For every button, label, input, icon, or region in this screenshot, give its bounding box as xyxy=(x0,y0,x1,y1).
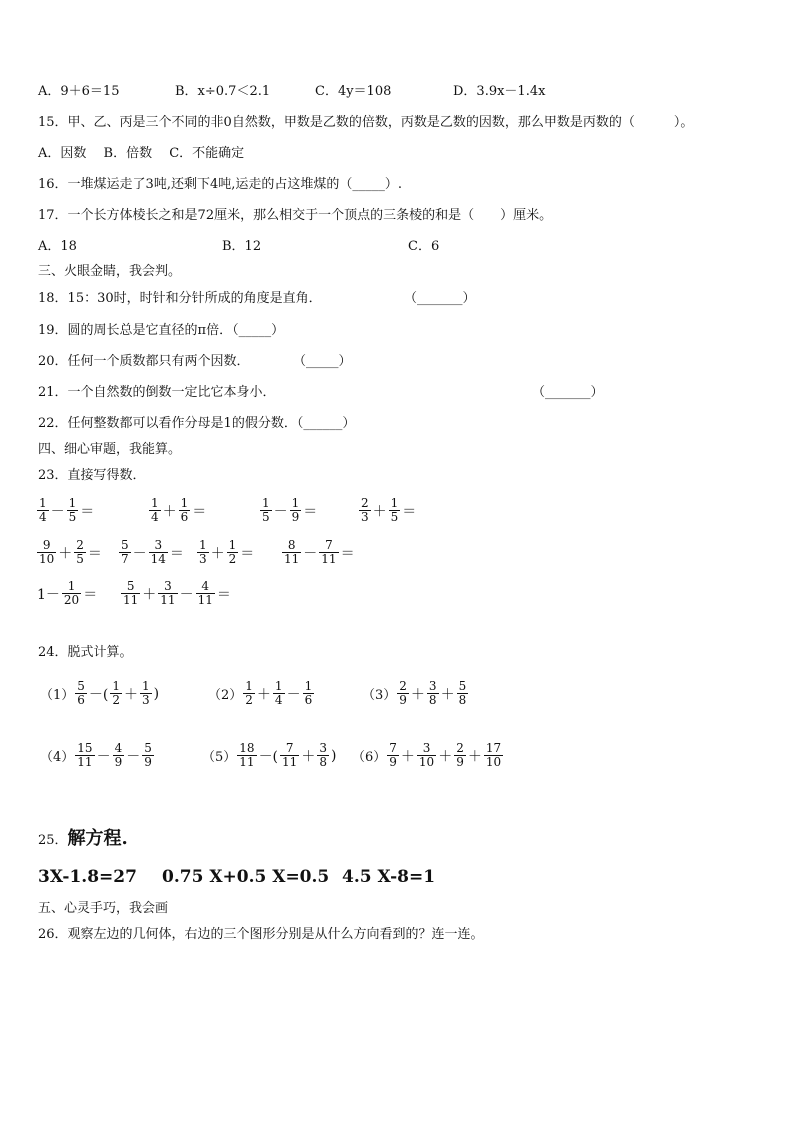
section-3-heading: 三、火眼金睛，我会判。 xyxy=(38,264,182,279)
question-26: 26．观察左边的几何体，右边的三个图形分别是从什么方向看到的？连一连。 xyxy=(38,927,484,942)
question-19: 19．圆的周长总是它直径的π倍．（_____） xyxy=(38,323,285,338)
question-25 xyxy=(38,824,128,850)
question-21-blank: （_______） xyxy=(532,385,604,400)
question-18: 18．15：30时，时针和分针所成的角度是直角． xyxy=(38,291,322,306)
question-23: 23．直接写得数． xyxy=(38,468,146,483)
q24-item-3: （3） 2 9 ＋ 3 8 ＋ 5 8 xyxy=(362,679,467,707)
question-15-options: A．因数 B．倍数 C．不能确定 xyxy=(38,146,245,161)
question-17: 17．一个长方体棱长之和是72厘米，那么相交于一个顶点的三条棱的和是（ ）厘米。 xyxy=(38,208,553,223)
question-25-number: 25． xyxy=(38,833,68,848)
q14-option-c: C．4y＝108 xyxy=(315,84,392,99)
q24-item-5: （5） 18 11 －( 7 11 ＋ 3 8 ) xyxy=(202,741,337,769)
q24-item-2: （2） 1 2 ＋ 1 4 － 1 6 xyxy=(208,679,313,707)
question-25-title: 解方程. xyxy=(67,828,128,849)
q23-item-1: 1 4 － 1 5 ＝ xyxy=(39,496,95,524)
equation-1: 3X-1.8=27 xyxy=(38,867,137,887)
question-21: 21．一个自然数的倒数一定比它本身小． xyxy=(38,385,276,400)
question-24: 24．脱式计算。 xyxy=(38,645,133,660)
question-18-blank: （_______） xyxy=(404,291,476,306)
section-4-heading: 四、细心审题，我能算。 xyxy=(38,442,182,457)
q23-item-2: 1 4 ＋ 1 6 ＝ xyxy=(151,496,207,524)
q17-option-a: A．18 xyxy=(38,239,77,254)
question-20: 20．任何一个质数都只有两个因数． xyxy=(38,354,250,369)
q23-item-10: 5 11 ＋ 3 11 － 4 11 ＝ xyxy=(123,579,231,607)
question-22: 22．任何整数都可以看作分母是1的假分数．（______） xyxy=(38,416,356,431)
q23-item-4: 2 3 ＋ 1 5 ＝ xyxy=(361,496,417,524)
q17-option-c: C．6 xyxy=(408,239,440,254)
q23-item-5: 9 10 ＋ 2 5 ＝ xyxy=(39,538,102,566)
question-16: 16．一堆煤运走了3吨,还剩下4吨,运走的占这堆煤的（_____）. xyxy=(38,177,402,192)
equation-2: 0.75 X+0.5 X=0.5 xyxy=(162,867,330,887)
q24-item-4: （4） 15 11 － 4 9 － 5 9 xyxy=(40,741,152,769)
q24-item-6: （6） 7 9 ＋ 3 10 ＋ 2 9 ＋ 17 10 xyxy=(352,741,502,769)
q23-item-3: 1 5 － 1 9 ＝ xyxy=(262,496,318,524)
q17-option-b: B．12 xyxy=(222,239,262,254)
q14-option-b: B．x÷0.7＜2.1 xyxy=(175,84,271,99)
q14-option-d: D．3.9x－1.4x xyxy=(453,84,546,99)
q14-option-a: A．9＋6＝15 xyxy=(38,84,120,99)
question-20-blank: （_____） xyxy=(293,354,352,369)
question-15: 15．甲、乙、丙是三个不同的非0自然数，甲数是乙数的倍数，丙数是乙数的因数，那么甲数是丙数的（ ）。 xyxy=(38,115,694,130)
q23-item-6: 5 7 － 3 14 ＝ xyxy=(121,538,184,566)
q23-item-7: 1 3 ＋ 1 2 ＝ xyxy=(199,538,255,566)
q23-item-9: 1－ 1 20 ＝ xyxy=(37,579,98,607)
q24-item-1: （1） 5 6 －( 1 2 ＋ 1 3 ) xyxy=(40,679,160,707)
equation-3: 4.5 X-8=1 xyxy=(342,867,436,887)
q23-item-8: 8 11 － 7 11 ＝ xyxy=(284,538,355,566)
section-5-heading: 五、心灵手巧，我会画 xyxy=(38,901,169,916)
